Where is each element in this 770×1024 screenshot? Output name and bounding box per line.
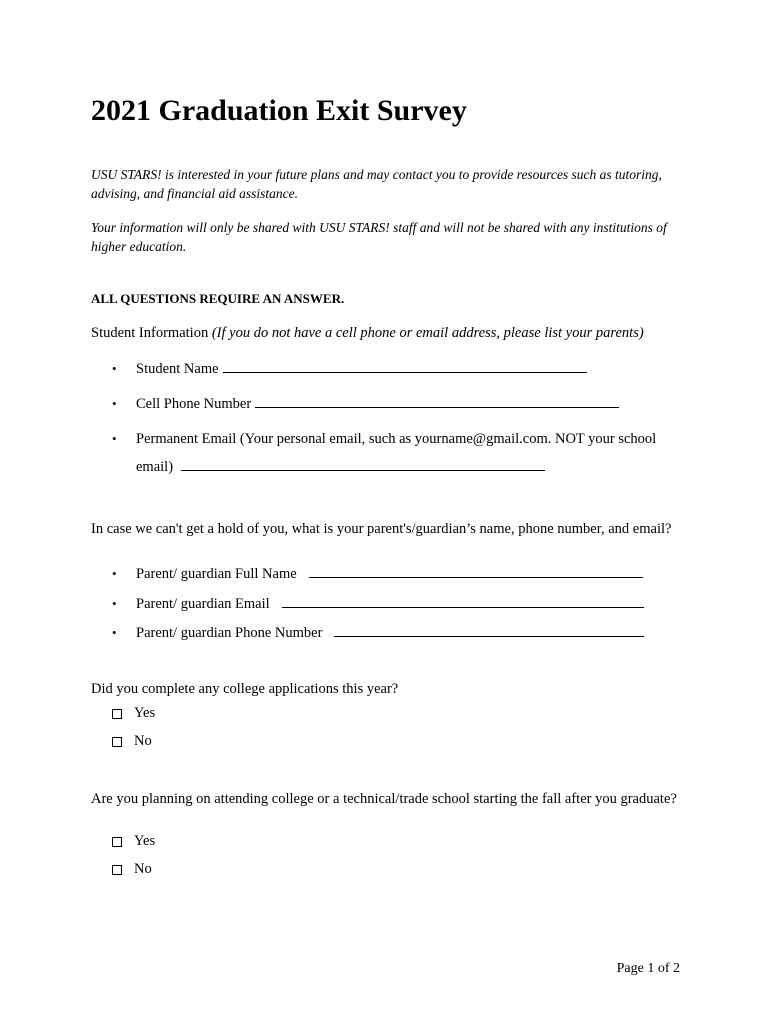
checkbox[interactable] — [112, 865, 122, 875]
page-number: Page 1 of 2 — [616, 961, 680, 976]
attending-no-option[interactable] — [112, 861, 152, 878]
college-apps-no-label: No — [134, 733, 152, 749]
permanent-email-row — [112, 431, 656, 448]
guardian-phone-label: Parent/ guardian Phone Number — [136, 625, 323, 641]
guardian-question: In case we can't get a hold of you, what is your parent's/guardian’s name, phone number, and email? — [91, 521, 672, 537]
attending-no-label: No — [134, 861, 152, 877]
student-name-label: Student Name — [136, 361, 219, 377]
checkbox[interactable] — [112, 837, 122, 847]
bullet: • — [112, 596, 117, 611]
student-info-note: (If you do not have a cell phone or email address, please list your parents) — [211, 325, 644, 341]
guardian-name-label: Parent/ guardian Full Name — [136, 566, 297, 582]
college-apps-no-option[interactable] — [112, 733, 152, 750]
student-name-row — [112, 360, 587, 378]
attending-question: Are you planning on attending college or a technical/trade school starting the fall after you graduate? — [91, 791, 677, 807]
cell-phone-label: Cell Phone Number — [136, 396, 252, 412]
permanent-email-row-2 — [136, 458, 545, 476]
bullet: • — [112, 431, 117, 446]
college-apps-yes-label: Yes — [134, 705, 156, 721]
attending-yes-option[interactable] — [112, 833, 155, 850]
college-apps-question: Did you complete any college applications this year? — [91, 681, 399, 697]
attending-yes-label: Yes — [134, 833, 156, 849]
guardian-email-label: Parent/ guardian Email — [136, 596, 270, 612]
guardian-email-field[interactable] — [282, 595, 644, 608]
cell-phone-field[interactable] — [255, 395, 619, 408]
permanent-email-label-2: email) — [136, 459, 174, 475]
required-notice: ALL QUESTIONS REQUIRE AN ANSWER. — [91, 291, 345, 306]
guardian-name-row — [112, 565, 643, 583]
checkbox[interactable] — [112, 737, 122, 747]
permanent-email-field[interactable] — [181, 458, 545, 471]
bullet: • — [112, 566, 117, 581]
bullet: • — [112, 396, 117, 411]
checkbox[interactable] — [112, 709, 122, 719]
intro-paragraph-2: Your information will only be shared with USU STARS! staff and will not be shared with any institutions of higher education. — [91, 220, 667, 254]
student-info-label: Student Information — [91, 325, 209, 341]
student-name-field[interactable] — [223, 360, 587, 373]
intro-paragraph-1: USU STARS! is interested in your future plans and may contact you to provide resources such as tutoring, advising, and financial aid assistance. — [91, 167, 662, 201]
cell-phone-row — [112, 395, 619, 413]
guardian-phone-field[interactable] — [334, 624, 644, 637]
college-apps-yes-option[interactable] — [112, 705, 155, 722]
guardian-email-row — [112, 595, 644, 613]
page-title: 2021 Graduation Exit Survey — [91, 94, 467, 127]
bullet: • — [112, 361, 117, 376]
guardian-name-field[interactable] — [309, 565, 643, 578]
permanent-email-label: Permanent Email (Your personal email, such as yourname@gmail.com. NOT your school — [136, 431, 657, 447]
bullet: • — [112, 625, 117, 640]
guardian-phone-row — [112, 624, 644, 642]
student-info-heading — [91, 324, 691, 343]
